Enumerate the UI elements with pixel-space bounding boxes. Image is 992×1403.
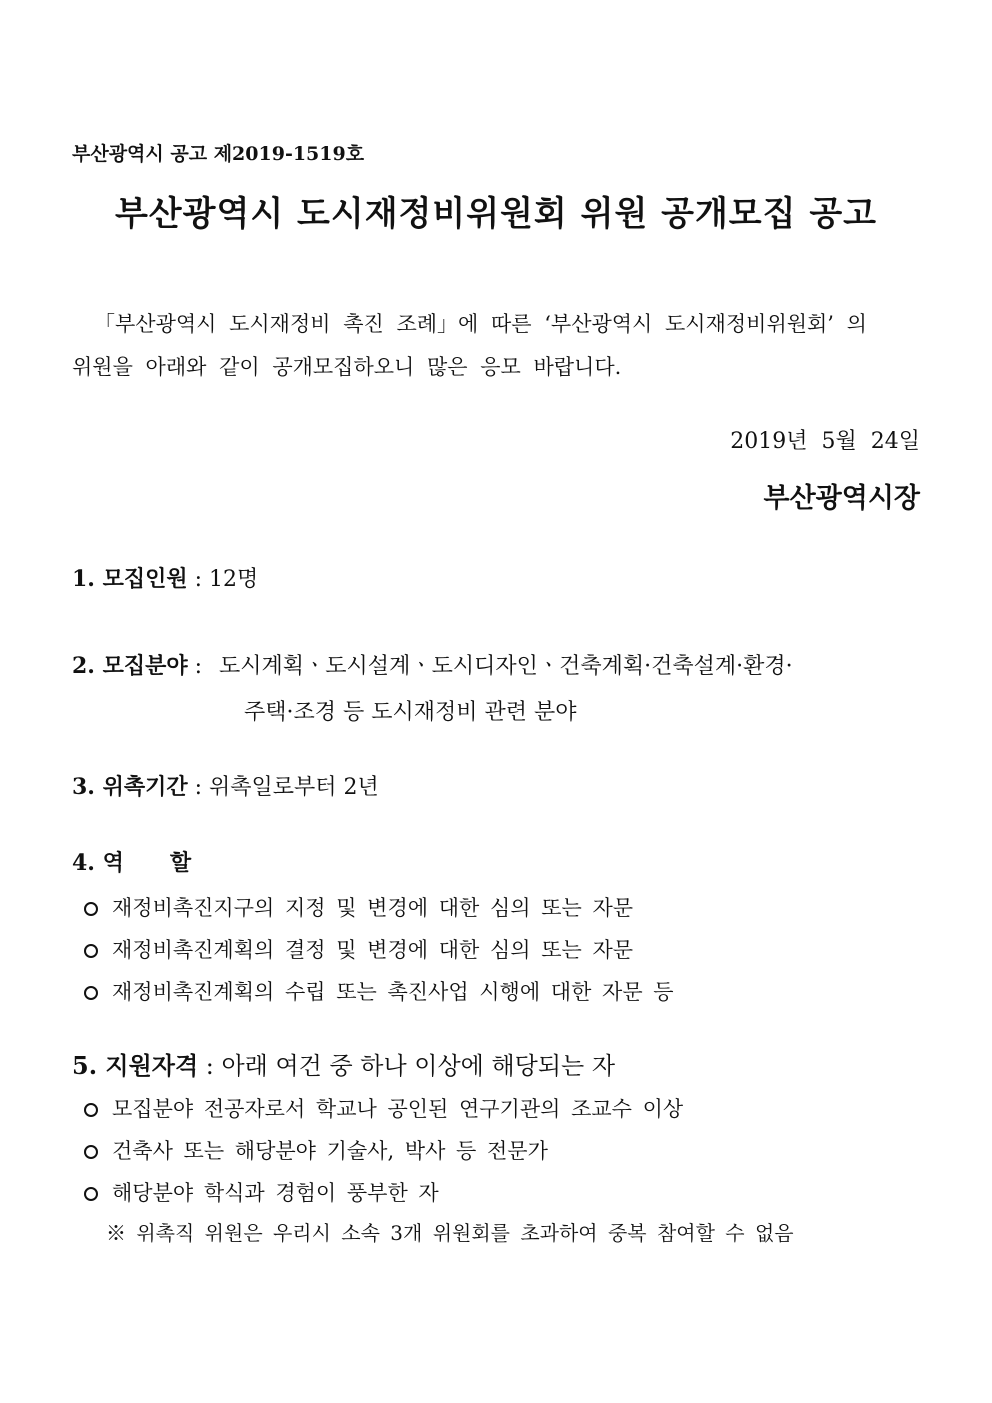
circle-bullet-icon [84,1187,98,1201]
circle-bullet-icon [84,1145,98,1159]
section-separator: : [187,654,210,679]
section-value: 12명 [209,567,259,592]
section-label: 4. 역 할 [72,850,192,876]
issuer-name: 부산광역시장 [763,483,920,514]
section-value: 도시계획ㆍ도시설계ㆍ도시디자인ㆍ건축계획·건축설계·환경· [219,654,793,679]
list-item: 해당분야 학식과 경험이 풍부한 자 [84,1177,439,1207]
section-separator: : [187,775,210,800]
section-qualification [72,1046,615,1081]
section-separator: : [187,567,210,592]
circle-bullet-icon [84,986,98,1000]
section-recruit-count [72,562,258,593]
list-item: 재정비촉진지구의 지정 및 변경에 대한 심의 또는 자문 [84,892,633,922]
notice-date: 2019년 5월 24일 [730,429,920,454]
section-recruit-field [72,649,793,680]
section-value: 위촉일로부터 2년 [209,775,379,800]
section-label: 2. 모집분야 [72,653,188,679]
section-term [72,770,379,801]
section-recruit-field-line-2: 주택·조경 등 도시재정비 관련 분야 [244,700,577,725]
section-role [72,846,191,877]
list-item: 재정비촉진계획의 결정 및 변경에 대한 심의 또는 자문 [84,934,633,964]
qualification-note: ※ 위촉직 위원은 우리시 소속 3개 위원회를 초과하여 중복 참여할 수 없음 [106,1221,794,1245]
intro-line-2: 위원을 아래와 같이 공개모집하오니 많은 응모 바랍니다. [72,355,622,379]
list-item: 모집분야 전공자로서 학교나 공인된 연구기관의 조교수 이상 [84,1093,683,1123]
list-item: 건축사 또는 해당분야 기술사, 박사 등 전문가 [84,1135,548,1165]
list-item: 재정비촉진계획의 수립 또는 촉진사업 시행에 대한 자문 등 [84,976,674,1006]
section-value: 아래 여건 중 하나 이상에 해당되는 자 [221,1052,616,1080]
circle-bullet-icon [84,944,98,958]
intro-line-1: 「부산광역시 도시재정비 촉진 조례」에 따른 ‘부산광역시 도시재정비위원회’ 의 [94,312,867,336]
section-separator: : [198,1052,222,1080]
circle-bullet-icon [84,1103,98,1117]
notice-number: 부산광역시 공고 제2019-1519호 [72,143,365,165]
document-title: 부산광역시 도시재정비위원회 위원 공개모집 공고 [114,194,878,234]
section-label: 1. 모집인원 [72,566,188,592]
circle-bullet-icon [84,902,98,916]
section-label: 5. 지원자격 [72,1051,199,1080]
section-label: 3. 위촉기간 [72,774,188,800]
